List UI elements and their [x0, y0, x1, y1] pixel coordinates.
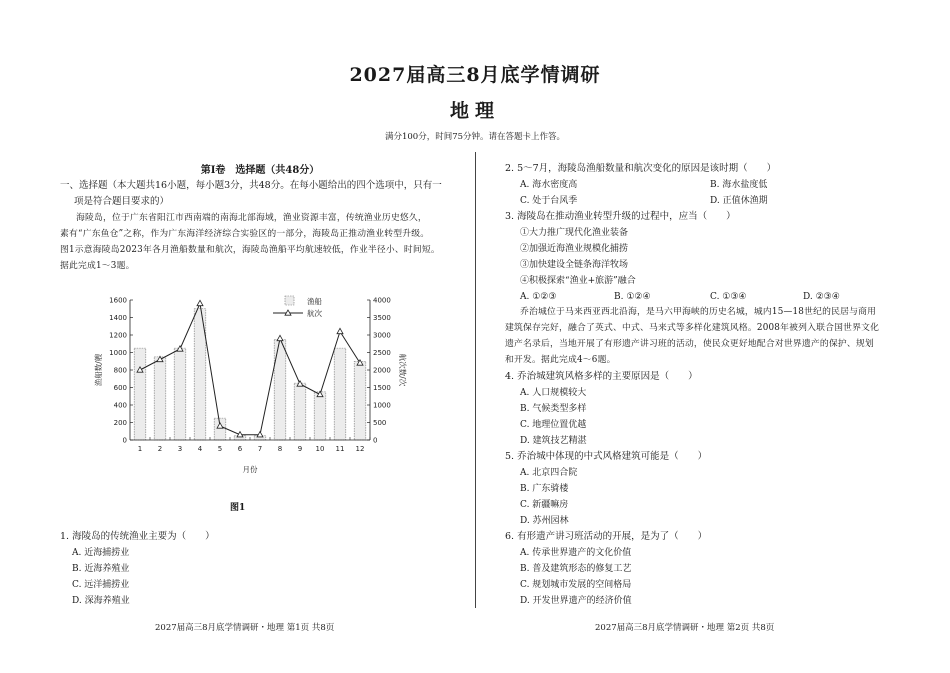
question-5-option: B. 广东骑楼 — [520, 484, 569, 494]
instruction-line-1: 一、选择题（本大题共16小题，每小题3分，共48分。在每小题给出的四个选项中，只有一 — [60, 180, 442, 191]
chart-point — [337, 328, 343, 333]
x-tick-label: 2 — [157, 445, 163, 453]
question-3-option: D. ②③④ — [803, 292, 840, 302]
figure-caption: 图1 — [230, 503, 246, 513]
chart-bar — [314, 392, 326, 440]
question-3-option: B. ①②④ — [614, 292, 651, 302]
chart-bar — [354, 361, 366, 440]
x-tick-label: 9 — [297, 445, 303, 453]
x-tick-label: 5 — [217, 445, 223, 453]
x-tick-label: 1 — [137, 445, 143, 453]
passage-line: 和开发。据此完成4～6题。 — [505, 355, 616, 365]
x-tick-label: 4 — [197, 445, 203, 453]
chart-bar — [294, 383, 306, 440]
y2-tick-label: 3000 — [373, 331, 391, 340]
question-4-option: D. 建筑技艺精湛 — [520, 436, 587, 446]
y-tick-label: 800 — [113, 366, 127, 375]
y-tick-label: 0 — [122, 436, 127, 445]
legend-label: 航次 — [307, 309, 322, 318]
question-1-option: D. 深海养殖业 — [72, 596, 130, 606]
y2-tick-label: 1500 — [373, 384, 391, 392]
page-footer-right: 2027届高三8月底学情调研・地理 第2页 共8页 — [595, 623, 775, 633]
y-tick-label: 1400 — [109, 314, 127, 322]
y-tick-label: 1000 — [109, 349, 127, 357]
question-5-option: C. 新疆嘛房 — [520, 500, 569, 510]
question-6-option: D. 开发世界遗产的经济价值 — [520, 596, 632, 606]
x-tick-label: 12 — [355, 445, 365, 453]
y-tick-label: 200 — [113, 419, 127, 427]
question-4-option: B. 气候类型多样 — [520, 404, 587, 414]
question-5-stem: 5. 乔治城中体现的中式风格建筑可能是（ ） — [505, 451, 708, 462]
chart-point — [197, 300, 203, 305]
x-tick-label: 6 — [237, 445, 243, 453]
chart-bar — [334, 348, 346, 440]
fishing-chart — [95, 288, 405, 488]
passage-line: 据此完成1～3题。 — [60, 261, 135, 271]
question-2-option: A. 海水密度高 — [520, 180, 578, 190]
passage-line: 海陵岛，位于广东省阳江市西南端的南海北部海域，渔业资源丰富，传统渔业历史悠久， — [76, 213, 427, 223]
x-tick-label: 11 — [335, 445, 345, 453]
y2-tick-label: 4000 — [373, 296, 391, 305]
question-3-stem: 3. 海陵岛在推动渔业转型升级的过程中，应当（ ） — [505, 211, 736, 222]
x-tick-label: 8 — [277, 445, 283, 453]
question-4-option: A. 人口规模较大 — [520, 388, 587, 398]
chart-bar — [134, 348, 146, 440]
passage-line: 遗产名录后，当地开展了有形遗产讲习班的活动，使民众更好地配合对世界遗产的保护、规划 — [505, 339, 874, 349]
question-3-item: ②加强近海渔业规模化捕捞 — [520, 244, 629, 254]
passage-line: 素有“广东鱼仓”之称，作为广东海洋经济综合实验区的一部分，海陵岛正推动渔业转型升级。 — [60, 229, 430, 239]
question-5-option: A. 北京四合院 — [520, 468, 578, 478]
x-tick-label: 7 — [257, 445, 263, 453]
passage-line: 建筑保存完好，融合了英式、中式、马来式等多样化建筑风格。2008年被列入联合国世界文化 — [505, 323, 880, 333]
x-tick-label: 10 — [315, 445, 325, 453]
page-title: 2027届高三8月底学情调研 — [349, 64, 601, 86]
question-3-item: ①大力推广现代化渔业装备 — [520, 228, 629, 238]
y-tick-label: 1600 — [109, 296, 127, 305]
y2-tick-label: 2500 — [373, 349, 391, 357]
question-6-stem: 6. 有形遗产讲习班活动的开展，是为了（ ） — [505, 531, 708, 542]
exam-note: 满分100分，时间75分钟。请在答题卡上作答。 — [384, 132, 566, 142]
legend-bar-swatch — [285, 296, 294, 305]
question-1-option: C. 远洋捕捞业 — [72, 580, 130, 590]
y-axis-label: 渔船数/艘 — [94, 353, 103, 387]
x-tick-label: 3 — [177, 445, 183, 453]
question-5-option: D. 苏州园林 — [520, 516, 569, 526]
question-3-item: ④积极探索“渔业+旅游”融合 — [520, 276, 636, 286]
y2-axis-label: 航次数/次 — [398, 353, 407, 387]
question-6-option: A. 传承世界遗产的文化价值 — [520, 548, 632, 558]
passage-line: 图1示意海陵岛2023年各月渔船数量和航次，海陵岛渔船平均航速较低，作业半径小、时间短。 — [60, 245, 440, 255]
chart-bar — [214, 418, 226, 440]
question-6-option: C. 规划城市发展的空间格局 — [520, 580, 632, 590]
y2-tick-label: 0 — [373, 436, 378, 445]
page-footer-left: 2027届高三8月底学情调研・地理 第1页 共8页 — [155, 623, 335, 633]
y2-tick-label: 1000 — [373, 401, 391, 410]
question-2-option: B. 海水盐度低 — [710, 180, 768, 190]
section-title: 第Ⅰ卷 选择题（共48分） — [200, 165, 320, 176]
question-1-option: B. 近海养殖业 — [72, 564, 130, 574]
subject-title: 地理 — [449, 100, 500, 122]
y2-tick-label: 2000 — [373, 366, 391, 375]
column-divider — [475, 152, 476, 608]
question-6-option: B. 普及建筑形态的修复工艺 — [520, 564, 632, 574]
question-1-option: A. 近海捕捞业 — [72, 548, 130, 558]
y2-tick-label: 3500 — [373, 314, 391, 322]
chart-point — [277, 335, 283, 340]
y2-tick-label: 500 — [373, 419, 387, 427]
question-2-option: D. 正值休渔期 — [710, 196, 768, 206]
chart-bar — [274, 339, 286, 440]
question-2-stem: 2. 5～7月，海陵岛渔船数量和航次变化的原因是该时期（ ） — [505, 163, 777, 174]
y-tick-label: 1200 — [109, 331, 127, 340]
chart-bar — [154, 357, 166, 440]
question-2-option: C. 处于台风季 — [520, 196, 578, 206]
question-3-option: A. ①②③ — [520, 292, 557, 302]
question-4-option: C. 地理位置优越 — [520, 420, 587, 430]
question-1-stem: 1. 海陵岛的传统渔业主要为（ ） — [60, 531, 215, 542]
chart-line — [140, 304, 360, 435]
question-3-item: ③加快建设全链条海洋牧场 — [520, 260, 629, 270]
x-axis-label: 月份 — [242, 465, 258, 474]
passage-line: 乔治城位于马来西亚西北沿海，是马六甲海峡的历史名城，城内15—18世纪的民居与商用 — [520, 307, 877, 317]
instruction-line-2: 项是符合题目要求的） — [74, 196, 170, 207]
question-3-option: C. ①③④ — [710, 292, 747, 302]
chart-bar — [174, 348, 186, 440]
question-4-stem: 4. 乔治城建筑风格多样的主要原因是（ ） — [505, 371, 698, 382]
legend-label: 渔船 — [307, 297, 322, 306]
y-tick-label: 400 — [113, 401, 127, 410]
y-tick-label: 600 — [113, 384, 127, 392]
